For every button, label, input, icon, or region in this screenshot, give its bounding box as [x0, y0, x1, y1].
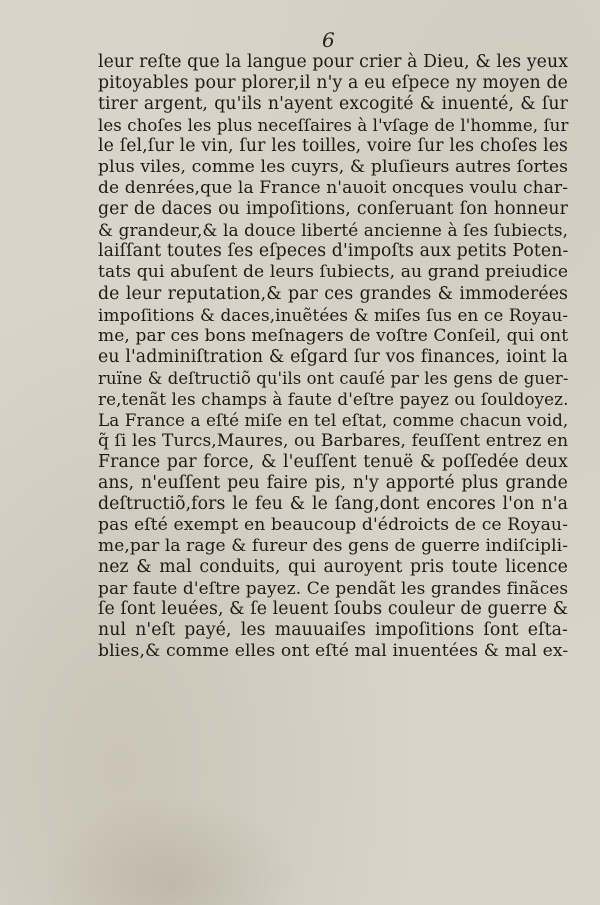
- text-line: tirer argent, qu'ils n'ayent excogité & inuenté, & ſur: [98, 94, 568, 115]
- text-line: le ſel,ſur le vin, ſur les toilles, voire ſur les choſes les: [98, 136, 568, 157]
- text-line: tats qui abuſent de leurs ſubiects, au grand preiudice: [98, 262, 569, 283]
- text-line: & grandeur,& la douce liberté ancienne à ſes ſubiects,: [98, 220, 569, 241]
- text-line: ruïne & deſtructiõ qu'ils ont cauſé par les gens de guer-: [98, 368, 569, 388]
- text-line: q̃ ſi les Turcs,Maures, ou Barbares, feuſſent entrez en: [98, 430, 569, 451]
- page-stain: [40, 795, 300, 905]
- text-line: pitoyables pour plorer,il n'y a eu eſpece ny moyen de: [98, 73, 568, 94]
- body-text: [98, 52, 568, 662]
- text-line: nul n'eſt payé, les mauuaiſes impoſitions ſont eſta-: [98, 620, 568, 641]
- text-line: ſe ſont leuées, & ſe leuent ſoubs couleur de guerre &: [98, 599, 569, 620]
- text-line: eu l'adminiſtration & eſgard ſur vos finances, ioint la: [98, 346, 568, 367]
- text-line: ger de daces ou impoſitions, conſeruant ſon honneur: [98, 199, 568, 220]
- text-line: blies,& comme elles ont eſté mal inuentées & mal ex-: [98, 641, 569, 662]
- text-line: de denrées,que la France n'auoit oncques voulu char-: [98, 178, 569, 199]
- text-line: de leur reputation,& par ces grandes & immoderées: [98, 283, 568, 304]
- text-line: me,par la rage & fureur des gens de guerre indiſcipli-: [98, 536, 569, 557]
- text-line: ans, n'euſſent peu faire pis, n'y apporté plus grande: [98, 472, 568, 493]
- text-line: re,tenãt les champs à faute d'eſtre payez ou ſouldoyez.: [98, 388, 569, 409]
- text-line: les choſes les plus neceſſaires à l'vſage de l'homme, ſur: [98, 116, 569, 136]
- text-line: par faute d'eſtre payez. Ce pendãt les grandes finãces: [98, 578, 569, 599]
- text-line: France par force, & l'euſſent tenuë & poſſedée deux: [98, 451, 568, 472]
- text-line: plus viles, comme les cuyrs, & pluſieurs autres ſortes: [98, 157, 569, 178]
- text-line: leur reſte que la langue pour crier à Dieu, & les yeux: [98, 52, 569, 72]
- text-line: pas eſté exempt en beaucoup d'édroicts de ce Royau-: [98, 515, 568, 536]
- text-line: laiſſant toutes ſes eſpeces d'impoſts aux petits Poten-: [98, 241, 569, 262]
- page-number: 6: [322, 28, 335, 52]
- text-line: deſtructiõ,fors le feu & le ſang,dont encores l'on n'a: [98, 493, 568, 514]
- text-line: me, par ces bons meſnagers de voſtre Conſeil, qui ont: [98, 325, 569, 346]
- text-line: nez & mal conduits, qui auroyent pris toute licence: [98, 557, 568, 578]
- text-line: impoſitions & daces,inuẽtées & miſes ſus en ce Royau-: [98, 304, 569, 325]
- text-line: La France a eſté miſe en tel eſtat, comme chacun void,: [98, 409, 569, 430]
